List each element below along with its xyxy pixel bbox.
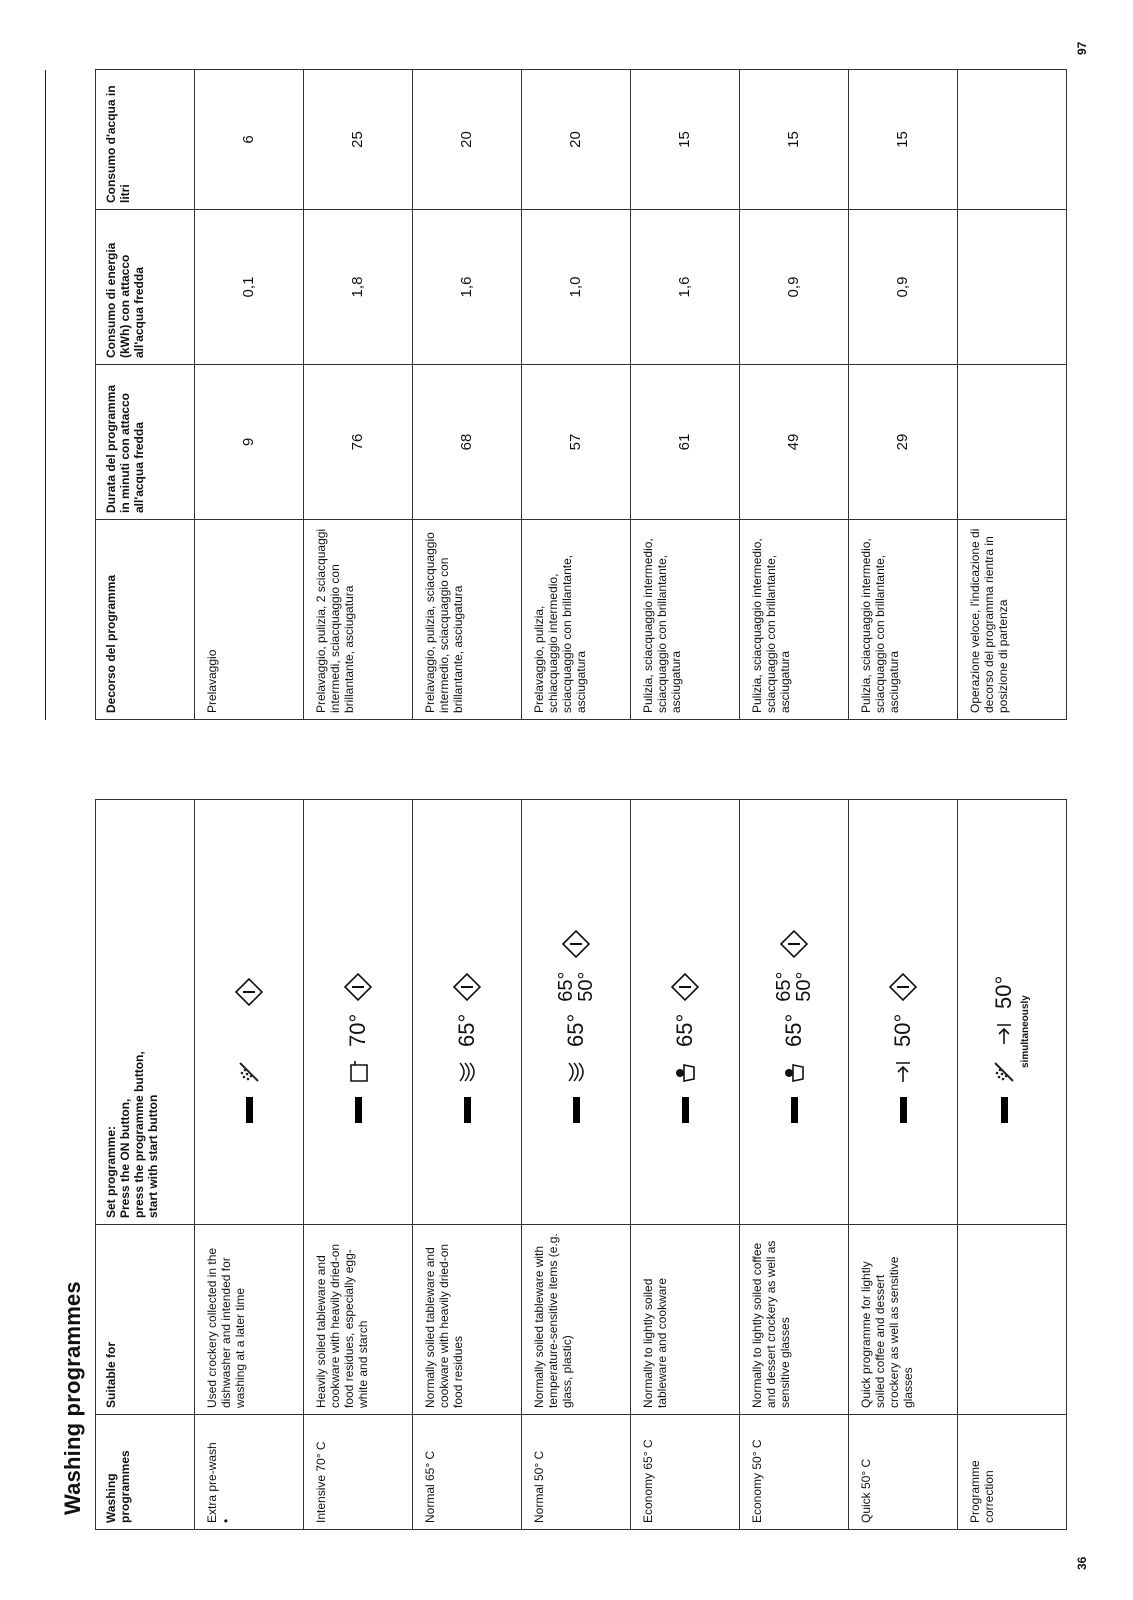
temp-top: 65° [555,971,577,1002]
temp-label: 65° [672,1013,697,1047]
durata: 68 [413,365,522,520]
on-bar-icon [900,1097,907,1123]
temp-switch [774,971,814,1001]
start-diamond-icon [888,972,918,1002]
acqua: 6 [195,70,304,210]
programme-name: Extra pre-wash • [195,1415,304,1530]
suitable-for [958,1225,1067,1415]
table-row [522,70,631,720]
durata: 29 [849,365,958,520]
start-diamond-icon [343,972,373,1002]
crockery-icon [672,1059,698,1085]
durata: 76 [304,365,413,520]
set-programme-cell [413,800,522,1225]
table-row [413,70,522,720]
durata: 9 [195,365,304,520]
quick-arrow-icon [991,1021,1017,1047]
spray-icon [236,1059,262,1085]
temp-switch [556,971,596,1001]
table-row [413,800,522,1530]
on-bar-icon [791,1097,798,1123]
temp-top: 65° [773,971,795,1002]
durata: 57 [522,365,631,520]
acqua: 15 [849,70,958,210]
programme-name: Normal 65° C [413,1415,522,1530]
table-row [304,800,413,1530]
simultaneously-note: simultaneously [1020,995,1031,1068]
energia [958,210,1067,365]
table-row [958,800,1067,1530]
start-diamond-icon [452,972,482,1002]
set-programme-cell [522,800,631,1225]
energia: 1,0 [522,210,631,365]
start-diamond-icon [779,929,809,959]
table-row [195,800,304,1530]
decorso: Prelavaggio, pulizia, 2 sciacquaggi intermedi, sciacquaggio con brillantante, asciugatura [304,520,413,720]
temp-bottom: 50° [793,971,815,1002]
suitable-for: Heavily soiled tableware and cookware with heavily dried-on food residues, especially egg-white and starch [304,1225,413,1415]
decorso: Prelavaggio, pulizia, sciacquaggio intermedio, sciacquaggio con brillantante, asciugatura [413,520,522,720]
start-diamond-icon [670,972,700,1002]
suitable-for: Used crockery collected in the dishwasher and intended for washing at a later time [195,1225,304,1415]
header-set-programme: Set programme: Press the ON button, press the programme button, start with start button [96,800,195,1225]
header-energia: Consumo di energia (kWh) con attacco all'acqua fredda [96,210,195,365]
table-row [631,800,740,1530]
programme-name: Quick 50° C [849,1415,958,1530]
suitable-for: Normally soiled tableware and cookware with heavily dried-on food residues [413,1225,522,1415]
temp-label: 50° [890,1013,915,1047]
page-number-right: 97 [1075,41,1089,55]
table-row [631,70,740,720]
crockery-icon [781,1059,807,1085]
energia: 1,6 [413,210,522,365]
table-row [740,70,849,720]
table-row [958,70,1067,720]
on-bar-icon [246,1097,253,1123]
temp-label: 65° [454,1013,479,1047]
acqua: 20 [413,70,522,210]
suitable-for: Normally to lightly soiled tableware and cookware [631,1225,740,1415]
start-diamond-icon [561,929,591,959]
page-number-left: 36 [1075,1556,1089,1570]
energia: 1,8 [304,210,413,365]
energia: 0,1 [195,210,304,365]
decorso: Prelavaggio [195,520,304,720]
programme-name: Economy 65° C [631,1415,740,1530]
set-programme-cell [631,800,740,1225]
header-programmes: Washing programmes [96,1415,195,1530]
energia: 0,9 [740,210,849,365]
temp-label: 50° [991,975,1016,1009]
energia: 1,6 [631,210,740,365]
suitable-for: Quick programme for lightly soiled coffee and dessert crockery as well as sensitive glasses [849,1225,958,1415]
header-decorso: Decorso del programma [96,520,195,720]
decorso: Operazione veloce, l'indicazione di decorso del programma rientra in posizione di partenza [958,520,1067,720]
table-row [740,800,849,1530]
set-programme-cell [849,800,958,1225]
plates-stack-icon [454,1059,480,1085]
pot-icon [345,1059,371,1085]
decorso: Pulizia, sciacquaggio intermedio, sciacquaggio con brillantante, asciugatura [849,520,958,720]
quick-arrow-icon [890,1059,916,1085]
decorso: Prelavaggio, pulizia, schiacquaggio intermedio, sciacquaggio con brillantante, asciugatura [522,520,631,720]
programmes-table-en [95,799,1067,1530]
header-acqua: Consumo d'acqua in litri [96,70,195,210]
programme-name: Intensive 70° C [304,1415,413,1530]
temp-label: 65° [563,1013,588,1047]
on-bar-icon [464,1097,471,1123]
spray-icon [991,1059,1017,1085]
on-bar-icon [355,1097,362,1123]
decorso: Pulizia, sciacquaggio intermedio, sciacquaggio con brillantante, asciugatura [740,520,849,720]
page-title: Washing programmes [60,1281,85,1515]
suitable-for: Normally to lightly soiled coffee and dessert crockery as well as sensitive glasses [740,1225,849,1415]
durata: 49 [740,365,849,520]
programme-name: Economy 50° C [740,1415,849,1530]
plates-stack-icon [563,1059,589,1085]
start-diamond-icon [234,977,264,1007]
temp-label: 70° [345,1013,370,1047]
suitable-for: Normally soiled tableware with temperature-sensitive items (e.g. glass, plastic) [522,1225,631,1415]
acqua: 20 [522,70,631,210]
programmes-table-it [95,69,1067,720]
header-durata: Durata del programma in minuti con attacco all'acqua fredda [96,365,195,520]
energia: 0,9 [849,210,958,365]
decorso: Pulizia, sciacquaggio intermedio, sciacquaggio con brillantante, asciugatura [631,520,740,720]
set-programme-cell [740,800,849,1225]
acqua: 15 [740,70,849,210]
set-programme-cell [304,800,413,1225]
acqua: 25 [304,70,413,210]
durata: 61 [631,365,740,520]
acqua: 15 [631,70,740,210]
set-programme-cell [195,800,304,1225]
temp-label: 65° [781,1013,806,1047]
table-row [522,800,631,1530]
table-row [195,70,304,720]
set-programme-cell [958,800,1067,1225]
temp-bottom: 50° [575,971,597,1002]
durata [958,365,1067,520]
programme-name: Normal 50° C [522,1415,631,1530]
on-bar-icon [573,1097,580,1123]
acqua [958,70,1067,210]
on-bar-icon [1001,1097,1008,1123]
table-row [849,70,958,720]
table-row [304,70,413,720]
header-suitable: Suitable for [96,1225,195,1415]
programme-name: Programme correction [958,1415,1067,1530]
right-rule [45,70,46,720]
on-bar-icon [682,1097,689,1123]
table-row [849,800,958,1530]
